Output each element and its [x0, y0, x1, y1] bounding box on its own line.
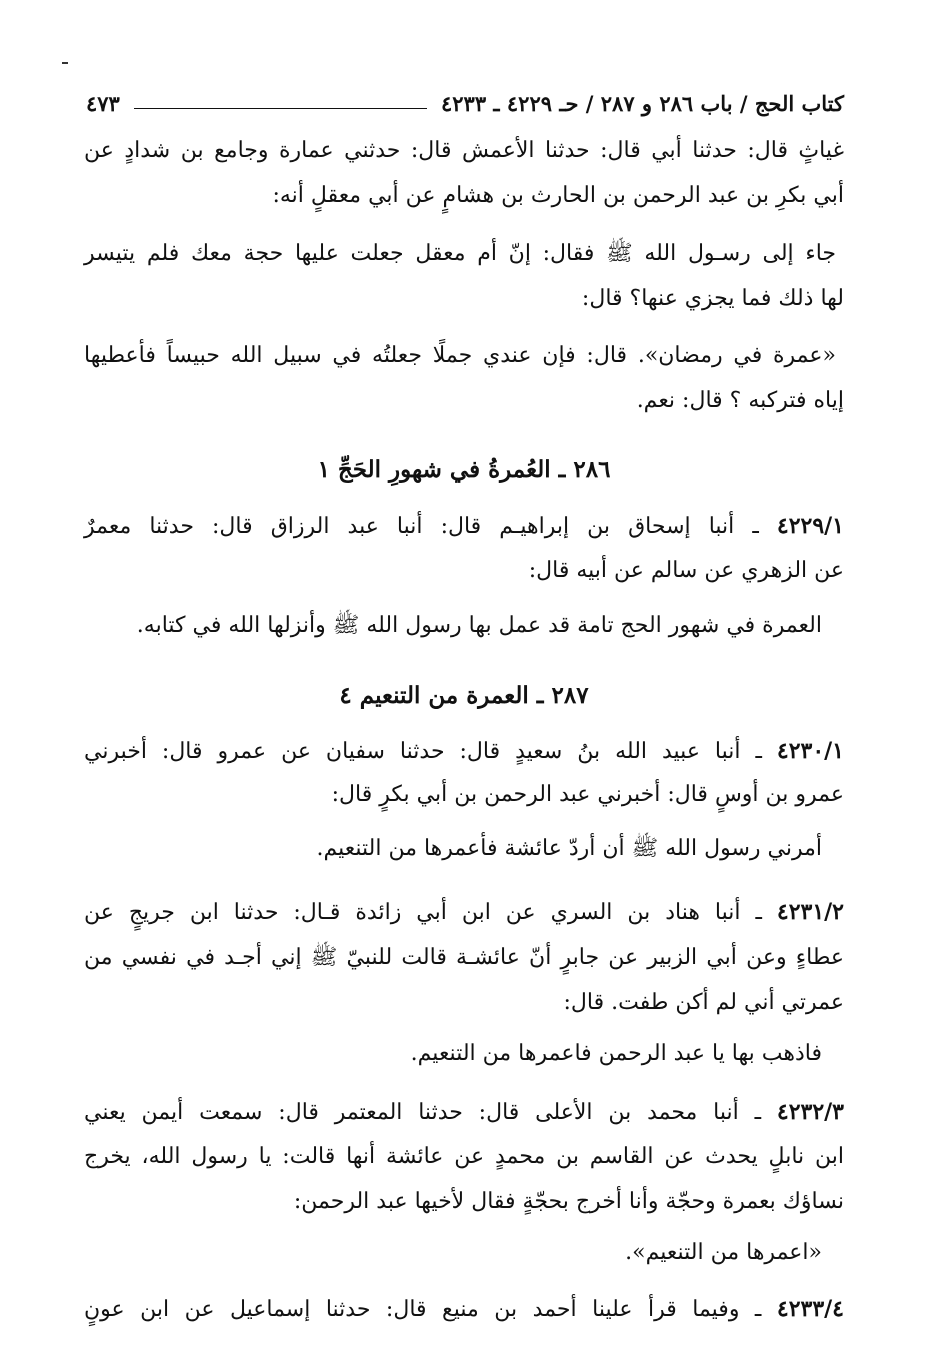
text-line: عمرو بن أوسٍ قال: أخبرني عبد الرحمن بن أبي بكرٍ قال: — [331, 782, 844, 807]
hadith-text-line: إياه فتركبه ؟ قال: نعم. — [636, 388, 844, 413]
isnad-text: ـ أنبا هناد بن السري عن ابن أبي زائدة قـال: حدثنا ابن جريجٍ عن — [84, 900, 762, 925]
hadith-text-line: جاء إلى رسـول الله ﷺ فقال: إنّ أم معقل جعلت عليها حجة معك فلم يتيسر — [84, 241, 836, 266]
scan-mark — [62, 62, 68, 64]
chapter-heading-287: ٢٨٧ ـ العمرة من التنعيم ٤ — [339, 682, 589, 709]
isnad-text: ـ أنبا إسحاق بن إبراهيـم قال: أنبا عبد الرزاق قال: حدثنا معمرٌ — [84, 514, 759, 539]
hadith-text-line: «عمرة في رمضان». قال: فإن عندي جملًا جعلتُه في سبيل الله حبيساً فأعطيها — [84, 343, 836, 368]
chapter-heading-286: ٢٨٦ ـ العُمرةُ في شهورِ الحَجِّ ١ — [317, 456, 611, 483]
text-line: عن الزهري عن سالم عن أبيه قال: — [528, 558, 844, 583]
hadith-text-line: فاذهب بها يا عبد الرحمن فاعمرها من التنعيم. — [410, 1041, 822, 1066]
text-line: عطاءٍ وعن أبي الزبير عن جابرٍ أنّ عائشـة قالت للنبيّ ﷺ إني أجـد في نفسي من — [84, 945, 844, 970]
hadith-4232-line1 — [84, 1101, 844, 1124]
text-line: ابن نابلٍ يحدث عن القاسم بن محمدٍ عن عائشة أنها قالت: يا رسول الله، يخرج — [84, 1144, 844, 1169]
hadith-number: ٤٢٣٠/١ — [776, 738, 844, 764]
hadith-4233-line1 — [84, 1298, 844, 1321]
hadith-text-line: أمرني رسول الله ﷺ أن أردّ عائشة فأعمرها من التنعيم. — [316, 836, 822, 861]
hadith-number: ٤٢٣١/٢ — [776, 899, 844, 925]
isnad-text: ـ وفيما قرأ علينا أحمد بن منيع قال: حدثنا إسماعيل عن ابن عونٍ — [84, 1297, 762, 1322]
hadith-4230-line1 — [84, 740, 844, 763]
hadith-text-line: لها ذلك فما يجزي عنها؟ قال: — [581, 286, 844, 311]
hadith-number: ٤٢٣٣/٤ — [776, 1296, 844, 1322]
hadith-text-line: العمرة في شهور الحج تامة قد عمل بها رسول الله ﷺ وأنزلها الله في كتابه. — [136, 613, 822, 638]
text-line: نساؤك بعمرة وحجّة وأنا أخرج بحجّةٍ فقال لأخيها عبد الرحمن: — [293, 1189, 844, 1214]
text-line: أبي بكرِ بن عبد الرحمن بن الحارث بن هشامٍ عن أبي معقلٍ أنه: — [272, 183, 844, 208]
hadith-number: ٤٢٢٩/١ — [776, 513, 844, 539]
hadith-4231-line1 — [84, 901, 844, 924]
hadith-number: ٤٢٣٢/٣ — [776, 1099, 844, 1125]
running-header — [86, 86, 844, 120]
hadith-4229-line1 — [84, 515, 844, 538]
hadith-text-line: «اعمرها من التنعيم». — [625, 1240, 822, 1265]
text-line: غياثٍ قال: حدثنا أبي قال: حدثنا الأعمش قال: حدثني عمارة وجامع بن شدادٍ عن — [84, 138, 844, 163]
header-title: كتاب الحج / باب ٢٨٦ و ٢٨٧ / حـ ٤٢٢٩ ـ ٤٢٣٣ — [440, 90, 844, 116]
text-line: عمرتي أني لم أكن طفت. قال: — [563, 990, 844, 1015]
isnad-text: ـ أنبا عبيد الله بنُ سعيدٍ قال: حدثنا سفيان عن عمرو قال: أخبرني — [84, 739, 762, 764]
header-rule — [134, 108, 427, 109]
page-number: ٤٧٣ — [86, 90, 120, 116]
isnad-text: ـ أنبا محمد بن الأعلى قال: حدثنا المعتمر قال: سمعت أيمن يعني — [84, 1100, 762, 1125]
